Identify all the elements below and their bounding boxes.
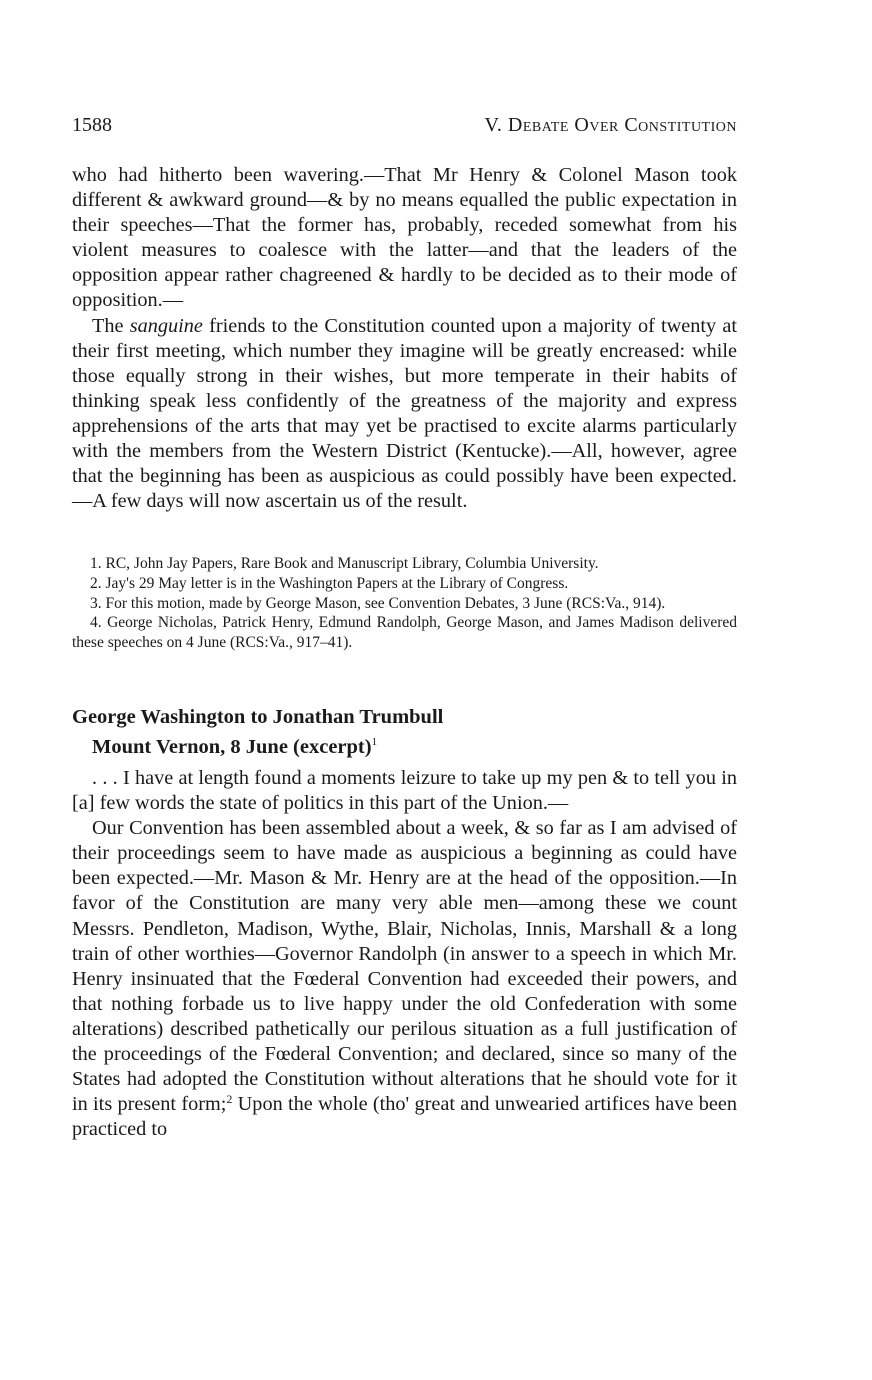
heading-note-ref: 1: [371, 736, 378, 748]
emphasis-word: sanguine: [129, 314, 203, 337]
running-title: V. Debate Over Constitution: [484, 114, 737, 136]
text-run: Our Convention has been assembled about a week, & so far as I am advised of their proceedings seem to have made as auspicious a beginning as could have been expected.—Mr. Mason & Mr. Henry are at the head of the opposition.—In favor of the Constitution are many very able men—among these we count Messrs. Pendleton, Madison, Wythe, Blair, Nicholas, Innis, Marshall & a long train of other worthies—Governor Randolph (in answer to a speech in which Mr. Henry insinuated that the Fœderal Convention had exceeded their powers, and that nothing forbade us to live happy under the old Confederation with some alterations) described pathetically our perilous situation as a full justification of the proceedings of the Fœderal Convention; and declared, since so many of the States had adopted the Constitution without alterations that he should vote for it in its present form;: [72, 817, 737, 1116]
footnotes: [72, 554, 737, 653]
paragraph: [72, 816, 737, 1142]
running-head: [72, 114, 737, 137]
text-run: friends to the Constitution counted upon a majority of twenty at their first meeting, which number they imagine will be greatly encreased: while those equally strong in their wishes, but more temperate in their habits of thinking speak less confidently of the greatness of the majority and express apprehensions of the arts that may yet be practised to excite alarms particularly with the members from the Western District (Kentucke).—All, however, agree that the beginning has been as auspicious as could possibly have been expected.—A few days will now ascertain us of the result.: [72, 314, 737, 513]
text-run: Upon the whole (tho' great and unwearied artifices have been practiced to: [72, 1093, 737, 1141]
letter-body: [72, 766, 737, 1142]
heading-subtitle: Mount Vernon, 8 June (excerpt): [92, 736, 372, 758]
footnote-1: 1. RC, John Jay Papers, Rare Book and Manuscript Library, Columbia University.: [90, 555, 599, 572]
paragraph: [72, 314, 737, 515]
letter-continuation: [72, 163, 737, 514]
heading-place-date: [72, 730, 737, 760]
footnote-ref: 2: [226, 1092, 233, 1107]
paragraph: . . . I have at length found a moments leizure to take up my pen & to tell you in [a] few words the state of politics in this part of the Union.—: [72, 767, 737, 815]
text-run: The: [92, 314, 130, 337]
paragraph: who had hitherto been wavering.—That Mr Henry & Colonel Mason took different & awkward ground—& by no means equalled the public expectation in their speeches—That the former has, probably, receded somewhat from his violent measures to coalesce with the latter—and that the leaders of the opposition appear rather chagreened & hardly to be decided as to their mode of opposition.—: [72, 164, 737, 312]
footnote-3: 3. For this motion, made by George Mason, see Convention Debates, 3 June (RCS:Va., 914).: [90, 594, 666, 612]
document-heading: [72, 705, 737, 760]
footnote-2: 2. Jay's 29 May letter is in the Washington Papers at the Library of Congress.: [90, 574, 569, 592]
footnote-4: 4. George Nicholas, Patrick Henry, Edmund Randolph, George Mason, and James Madison delivered these speeches on 4 June (RCS:Va., 917–41).: [72, 614, 737, 652]
page-number: 1588: [72, 114, 112, 136]
heading-title: George Washington to Jonathan Trumbull: [72, 706, 444, 728]
